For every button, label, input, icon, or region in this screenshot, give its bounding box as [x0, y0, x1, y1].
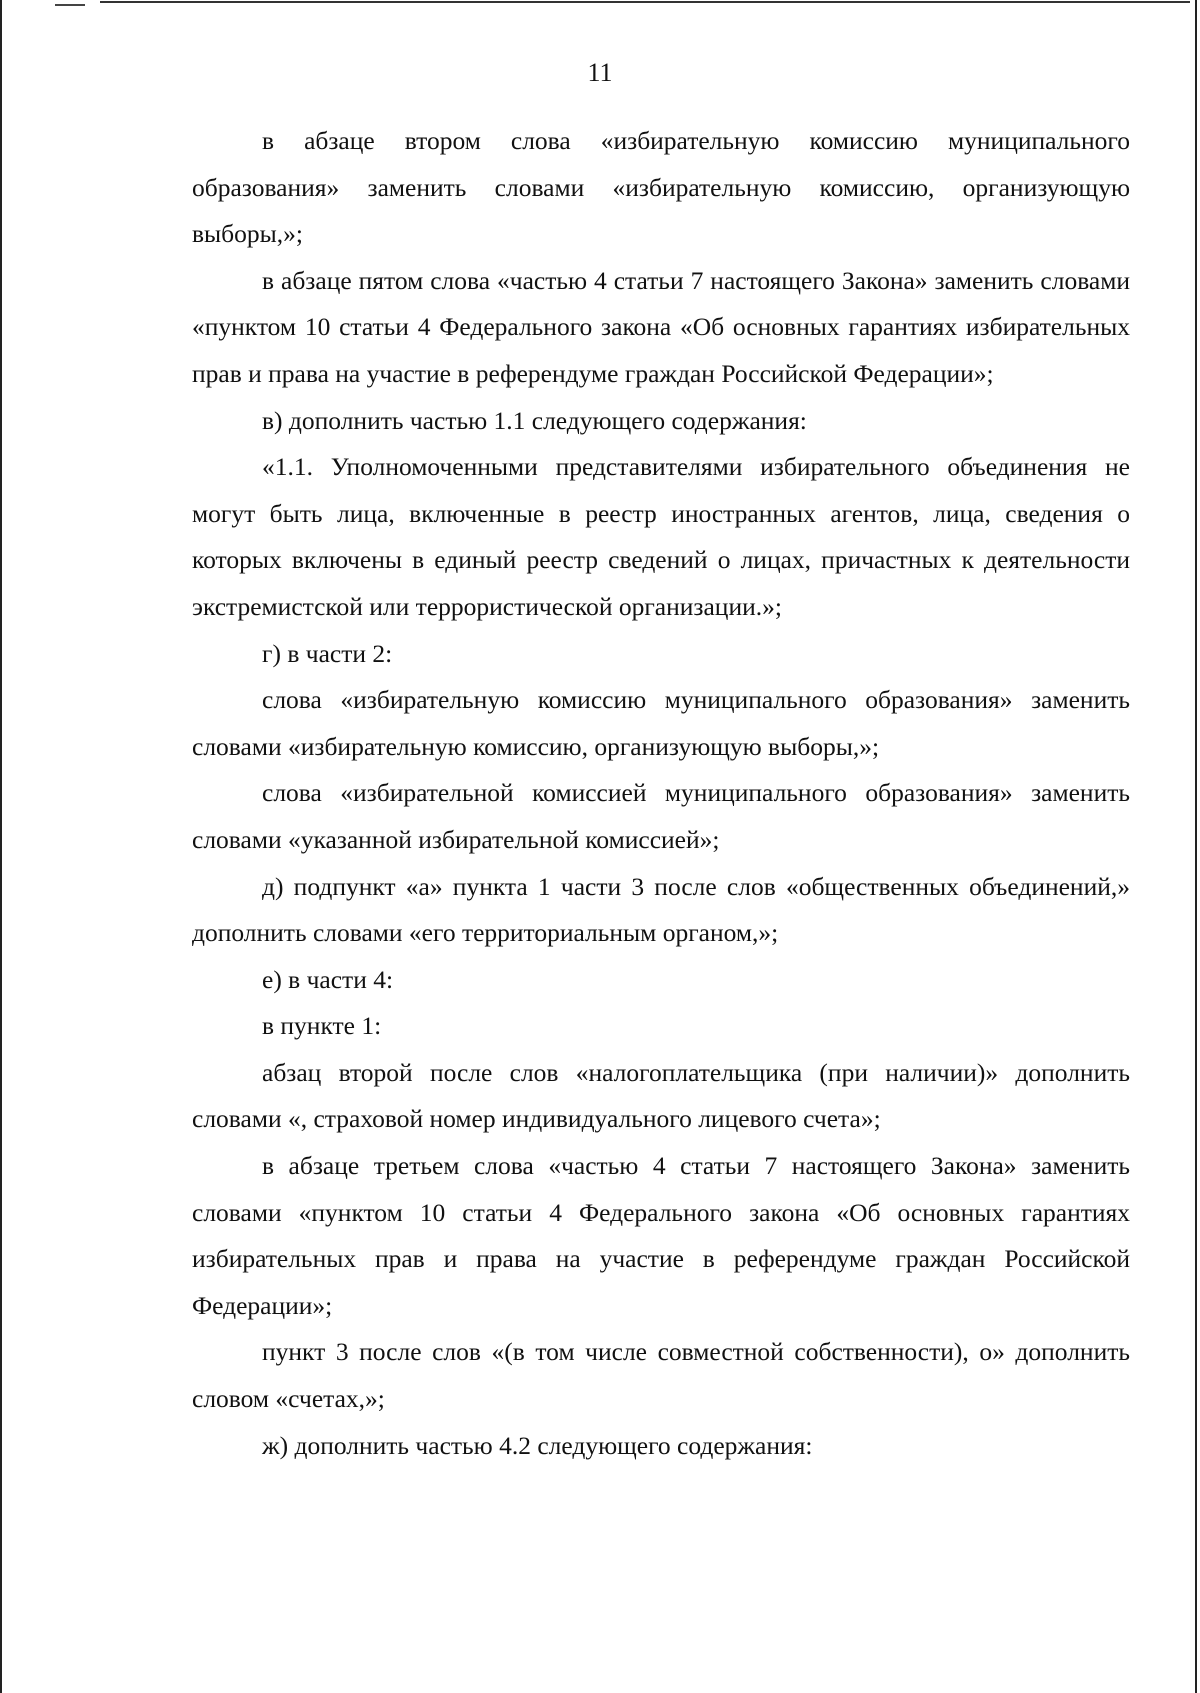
document-body [192, 118, 1130, 1469]
paragraph: в абзаце третьем слова «частью 4 статьи 7 настоящего Закона» заменить словами «пунктом 10 статьи 4 Федерального закона «Об основных гарантиях избирательных прав и права на участие в референдуме граждан Российской Федерации»; [192, 1151, 1130, 1320]
scan-edge-mark [55, 4, 85, 6]
paragraph: д) подпункт «а» пункта 1 части 3 после слов «общественных объединений,» дополнить словами «его территориальным органом,»; [192, 871, 1130, 948]
paragraph: пункт 3 после слов «(в том числе совместной собственности), о» дополнить словом «счетах,»; [192, 1337, 1130, 1414]
paragraph: «1.1. Уполномоченными представителями избирательного объединения не могут быть лица, включенные в реестр иностранных агентов, лица, сведения о которых включены в единый реестр сведений о лицах, причастных к деятельности экстремистской или террористической организации.»; [192, 452, 1130, 621]
paragraph: ж) дополнить частью 4.2 следующего содержания: [262, 1430, 813, 1460]
paragraph: г) в части 2: [262, 638, 393, 668]
page-number: 11 [587, 58, 613, 87]
paragraph: в абзаце втором слова «избирательную комиссию муниципального образования» заменить словами «избирательную комиссию, организующую выборы,»; [192, 126, 1130, 249]
paragraph: в) дополнить частью 1.1 следующего содержания: [262, 405, 807, 435]
paragraph: слова «избирательную комиссию муниципального образования» заменить словами «избирательную комиссию, организующую выборы,»; [192, 685, 1130, 761]
scan-edge-line [100, 1, 1190, 3]
paragraph: в абзаце пятом слова «частью 4 статьи 7 настоящего Закона» заменить словами «пунктом 10 статьи 4 Федерального закона «Об основных гарантиях избирательных прав и права на участие в референдуме граждан Российской Федерации»; [192, 265, 1130, 388]
scan-edge-right [1195, 0, 1197, 1693]
paragraph: в пункте 1: [262, 1011, 382, 1041]
paragraph: абзац второй после слов «налогоплательщика (при наличии)» дополнить словами «, страховой номер индивидуального лицевого счета»; [192, 1057, 1130, 1134]
paragraph: слова «избирательной комиссией муниципального образования» заменить словами «указанной избирательной комиссией»; [192, 778, 1130, 854]
paragraph: е) в части 4: [262, 964, 394, 994]
scan-edge-left [0, 0, 2, 1693]
